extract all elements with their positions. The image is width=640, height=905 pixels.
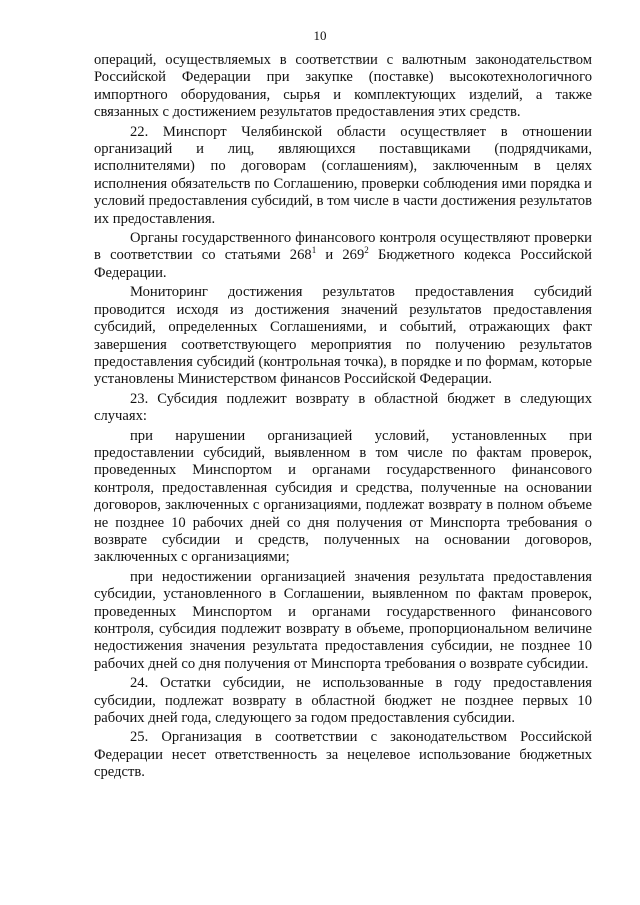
paragraph-item-23-case-1: при нарушении организацией условий, установленных при предоставлении субсидий, выявленном в том числе по фактам проверок, проведенных Минспортом и органами государственного финансового контроля, предоставленная субсидия и средства, полученные на основании договоров, заключенных с организациями, подлежат возврату в полном объеме не позднее 10 рабочих дней со дня получения от Минспорта требования о возврате субсидии и средств, полученных на основании договоров, заключенных с организациями;: [94, 427, 592, 566]
footnote-superscript-1: 1: [311, 245, 317, 256]
financial-control-text-before: Органы государственного финансового контроля осуществляют проверки в соответствии со статьями 268: [94, 230, 592, 264]
financial-control-text-middle: и 269: [316, 247, 365, 264]
paragraph-item-25: 25. Организация в соответствии с законодательством Российской Федерации несет ответственность за нецелевое использование бюджетных средств.: [94, 729, 592, 781]
paragraph-financial-control: [94, 230, 592, 282]
paragraph-item-24: 24. Остатки субсидии, не использованные в году предоставления субсидии, подлежат возврату в областной бюджет не позднее первых 10 рабочих дней года, следующего за годом предоставления субсидии.: [94, 675, 592, 727]
paragraph-monitoring: Мониторинг достижения результатов предоставления субсидий проводится исходя из достижения значений результатов предоставления субсидий, определенных Соглашениями, и событий, отражающих факт завершения соответствующего мероприятия по получению результатов предоставления субсидий (контрольная точка), в порядке и по формам, которые установлены Министерством финансов Российской Федерации.: [94, 284, 592, 388]
page-number: 10: [313, 28, 327, 43]
document-body: [94, 52, 592, 784]
financial-control-text-after: Бюджетного кодекса Российской Федерации.: [94, 247, 592, 281]
paragraph-continuation: операций, осуществляемых в соответствии с валютным законодательством Российской Федерации при закупке (поставке) высокотехнологичного импортного оборудования, сырья и комплектующих изделий, а также связанных с достижением результатов предоставления этих средств.: [94, 52, 592, 121]
paragraph-item-23: 23. Субсидия подлежит возврату в областной бюджет в следующих случаях:: [94, 390, 592, 425]
paragraph-item-22: 22. Минспорт Челябинской области осуществляет в отношении организаций и лиц, являющихся поставщиками (подрядчиками, исполнителями) по договорам (соглашениям), заключенным в целях исполнения обязательств по Соглашению, проверки соблюдения ими порядка и условий предоставления субсидий, в том числе в части достижения результатов их предоставления.: [94, 123, 592, 227]
footnote-superscript-2: 2: [364, 245, 369, 256]
paragraph-item-23-case-2: при недостижении организацией значения результата предоставления субсидии, установленного в Соглашении, выявленном по фактам проверок, проведенных Минспортом и органами государственного финансового контроля, субсидия подлежит возврату в объеме, пропорциональном величине недостижения значения результата предоставления субсидии, не позднее 10 рабочих дней со дня получения от Минспорта требования о возврате субсидии.: [94, 568, 592, 672]
